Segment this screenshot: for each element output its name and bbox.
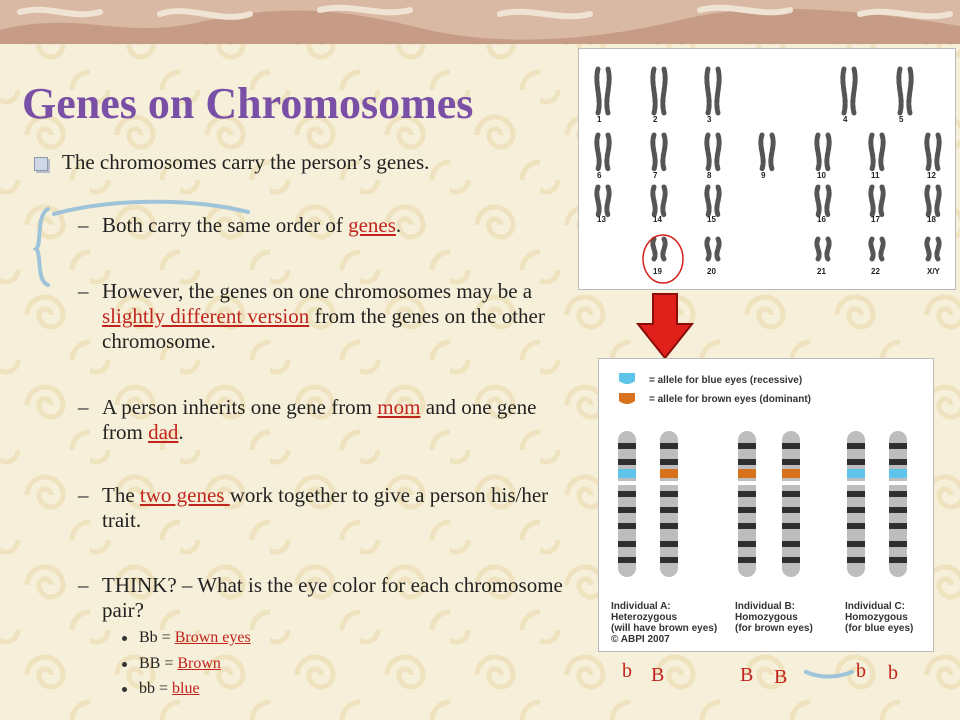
answer-2-pre: BB = bbox=[139, 655, 178, 672]
chromosome-shape bbox=[881, 135, 883, 169]
chromosome-shape bbox=[937, 135, 939, 169]
chromosome-shape bbox=[707, 187, 709, 215]
caption-line: (for brown eyes) bbox=[735, 623, 813, 634]
answer-item bbox=[122, 680, 200, 698]
chromosome-band bbox=[889, 557, 907, 563]
chromosome-band bbox=[618, 507, 636, 513]
karyotype-label: 12 bbox=[927, 171, 936, 180]
allele-band bbox=[660, 469, 678, 478]
karyotype-label: 22 bbox=[871, 267, 880, 276]
chromosome-shape bbox=[717, 69, 719, 113]
karyotype-label: 21 bbox=[817, 267, 826, 276]
chromosome-band bbox=[660, 491, 678, 497]
karyotype-image bbox=[578, 48, 956, 290]
centromere bbox=[781, 481, 801, 485]
karyotype-label: 6 bbox=[597, 171, 602, 180]
chromosome-shape bbox=[899, 69, 901, 113]
chromosome-band bbox=[847, 557, 865, 563]
karyotype-label: 17 bbox=[871, 215, 880, 224]
caption-line: Individual A: bbox=[611, 601, 671, 612]
chromosome-band bbox=[889, 541, 907, 547]
caption-line: Individual B: bbox=[735, 601, 795, 612]
connector-line-decoration bbox=[804, 668, 854, 680]
karyotype-label: 19 bbox=[653, 267, 662, 276]
sub-bullet-1 bbox=[78, 213, 578, 238]
page-title: Genes on Chromosomes bbox=[22, 79, 474, 128]
answer-2-value: Brown bbox=[177, 655, 221, 672]
karyotype-chromosomes bbox=[579, 49, 955, 289]
karyotype-label: 2 bbox=[653, 115, 658, 124]
chromosome-shape bbox=[871, 135, 873, 169]
chromosome-band bbox=[738, 541, 756, 547]
chromosome-shape bbox=[663, 135, 665, 169]
chromosome-shape bbox=[853, 69, 855, 113]
sub-bullet-3 bbox=[78, 395, 578, 445]
chromosome-shape bbox=[909, 69, 911, 113]
centromere bbox=[846, 481, 866, 485]
chromosome-body bbox=[847, 431, 865, 577]
bullet-dot-icon bbox=[122, 687, 127, 692]
chromosome-band bbox=[782, 523, 800, 529]
dash: – bbox=[78, 213, 89, 237]
chromosome-shape bbox=[881, 187, 883, 215]
allele-band bbox=[738, 469, 756, 478]
karyotype-label: 18 bbox=[927, 215, 936, 224]
chromosome-band bbox=[847, 523, 865, 529]
chromosome-body bbox=[660, 431, 678, 577]
karyotype-label: 5 bbox=[899, 115, 904, 124]
chromosome-body bbox=[889, 431, 907, 577]
chromosome-band bbox=[782, 557, 800, 563]
chromosome-shape bbox=[843, 69, 845, 113]
chromosome-band bbox=[847, 541, 865, 547]
allele-letter: B bbox=[740, 664, 754, 686]
sub-4-pre: The bbox=[102, 483, 140, 507]
chromosome-shape bbox=[597, 135, 599, 169]
chromosome-band bbox=[847, 491, 865, 497]
chromosome-shape bbox=[827, 239, 829, 259]
chromosome-band bbox=[660, 443, 678, 449]
caption-line: (for blue eyes) bbox=[845, 623, 914, 634]
bullet-icon bbox=[34, 157, 48, 171]
sub-3-underlined-mom: mom bbox=[377, 395, 421, 419]
chromosome-band bbox=[738, 523, 756, 529]
main-bullet bbox=[34, 150, 429, 175]
chromosome-shape bbox=[817, 239, 819, 259]
chromosome-band bbox=[660, 523, 678, 529]
karyotype-label: 20 bbox=[707, 267, 716, 276]
chromosome-band bbox=[889, 523, 907, 529]
chromosome-band bbox=[618, 459, 636, 465]
chromosome-band bbox=[660, 507, 678, 513]
bullet-dot-icon bbox=[122, 662, 127, 667]
legend-brown-text: = allele for brown eyes (dominant) bbox=[649, 394, 811, 405]
chromosome-shape bbox=[817, 135, 819, 169]
chromosome-shape bbox=[871, 187, 873, 215]
sub-bullet-4 bbox=[78, 483, 578, 533]
karyotype-label: 1 bbox=[597, 115, 602, 124]
individual-a-caption bbox=[611, 601, 717, 645]
chromosome-shape bbox=[607, 135, 609, 169]
chromosome-band bbox=[618, 443, 636, 449]
sub-bullet-5 bbox=[78, 573, 578, 623]
chromosome-body bbox=[782, 431, 800, 577]
chromosome-shape bbox=[827, 135, 829, 169]
sub-3-mid: and one gene from bbox=[102, 395, 537, 444]
karyotype-label: X/Y bbox=[927, 267, 940, 276]
allele-letter: b bbox=[888, 662, 898, 684]
copyright-text: © ABPI 2007 bbox=[611, 634, 670, 645]
chromosome-shape bbox=[707, 69, 709, 113]
chromosome-band bbox=[618, 491, 636, 497]
chromosome-shape bbox=[771, 135, 773, 169]
sub-3-post: . bbox=[178, 420, 184, 444]
answer-3-value: blue bbox=[172, 680, 200, 697]
chromosome-shape bbox=[927, 187, 929, 215]
allele-letter: b bbox=[622, 660, 632, 682]
chromosome-shape bbox=[607, 187, 609, 215]
chromosome-shape bbox=[653, 135, 655, 169]
chromosome-body bbox=[738, 431, 756, 577]
answer-1-pre: Bb = bbox=[139, 629, 175, 646]
allele-band bbox=[847, 469, 865, 478]
chromosome-shape bbox=[937, 187, 939, 215]
chromosome-band bbox=[847, 443, 865, 449]
legend-swatch bbox=[619, 373, 635, 384]
sub-2-post: from the genes on the other chromosome. bbox=[102, 304, 545, 353]
karyotype-label: 11 bbox=[871, 171, 880, 180]
dash: – bbox=[78, 279, 89, 303]
chromosome-shape bbox=[761, 135, 763, 169]
chromosome-band bbox=[889, 459, 907, 465]
karyotype-label: 7 bbox=[653, 171, 658, 180]
centromere bbox=[737, 481, 757, 485]
answer-item bbox=[122, 629, 251, 647]
chromosome-band bbox=[889, 507, 907, 513]
chromosome-shape bbox=[927, 135, 929, 169]
dash: – bbox=[78, 573, 89, 597]
chromosome-shape bbox=[871, 239, 873, 259]
bullet-dot-icon bbox=[122, 636, 127, 641]
caption-line: Homozygous bbox=[845, 612, 908, 623]
chromosome-shape bbox=[597, 69, 599, 113]
chromosome-shape bbox=[937, 239, 939, 259]
caption-line: Individual C: bbox=[845, 601, 905, 612]
allele-letter: B bbox=[774, 666, 788, 688]
karyotype-label: 14 bbox=[653, 215, 662, 224]
centromere bbox=[888, 481, 908, 485]
chromosome-band bbox=[738, 507, 756, 513]
legend-swatch bbox=[619, 393, 635, 404]
sub-5-text: THINK? – What is the eye color for each chromosome pair? bbox=[102, 573, 563, 622]
main-bullet-text: The chromosomes carry the person’s genes. bbox=[62, 150, 430, 174]
chromosome-shape bbox=[607, 69, 609, 113]
sub-1-underlined: genes bbox=[348, 213, 396, 237]
chromosome-band bbox=[618, 541, 636, 547]
sub-2-underlined: slightly different version bbox=[102, 304, 310, 328]
karyotype-label: 9 bbox=[761, 171, 766, 180]
caption-line: (will have brown eyes) bbox=[611, 623, 718, 634]
allele-letter: B bbox=[651, 664, 665, 686]
karyotype-label: 10 bbox=[817, 171, 826, 180]
chromosome-shape bbox=[653, 69, 655, 113]
chromosome-band bbox=[738, 491, 756, 497]
chromosome-band bbox=[782, 459, 800, 465]
sub-1-post: . bbox=[395, 213, 402, 237]
chromosome-band bbox=[618, 523, 636, 529]
chromosome-shape bbox=[881, 239, 883, 259]
chromosome-shape bbox=[927, 239, 929, 259]
allele-letter: b bbox=[856, 660, 866, 682]
dash: – bbox=[78, 483, 89, 507]
karyotype-label: 3 bbox=[707, 115, 712, 124]
allele-band bbox=[782, 469, 800, 478]
chromosome-band bbox=[847, 459, 865, 465]
caption-line: Homozygous bbox=[735, 612, 798, 623]
top-decorative-band bbox=[0, 0, 960, 44]
chromosome-shape bbox=[817, 187, 819, 215]
chromosome-band bbox=[738, 557, 756, 563]
bracket-decoration bbox=[30, 205, 54, 289]
chromosome-band bbox=[889, 491, 907, 497]
allele-band bbox=[889, 469, 907, 478]
chromosome-shape bbox=[653, 187, 655, 215]
chromosome-shape bbox=[707, 135, 709, 169]
karyotype-label: 4 bbox=[843, 115, 848, 124]
chromosome-shape bbox=[717, 135, 719, 169]
chromosome-shape bbox=[597, 187, 599, 215]
karyotype-label: 16 bbox=[817, 215, 826, 224]
karyotype-label: 13 bbox=[597, 215, 606, 224]
chromosome-shape bbox=[663, 187, 665, 215]
dash: – bbox=[78, 395, 89, 419]
caption-line: Heterozygous bbox=[611, 612, 678, 623]
centromere bbox=[659, 481, 679, 485]
chromosome-body bbox=[618, 431, 636, 577]
individual-b-caption bbox=[735, 601, 813, 634]
chromosome-shape bbox=[663, 69, 665, 113]
allele-band bbox=[618, 469, 636, 478]
chromosome-shape bbox=[707, 239, 709, 259]
chromosome-band bbox=[738, 459, 756, 465]
answer-1-value: Brown eyes bbox=[174, 629, 251, 646]
allele-diagram-image bbox=[598, 358, 934, 652]
chromosome-band bbox=[782, 541, 800, 547]
sub-1-pre: Both carry the same order of bbox=[102, 213, 349, 237]
karyotype-label: 15 bbox=[707, 215, 716, 224]
chromosome-shape bbox=[717, 239, 719, 259]
chromosome-shape bbox=[663, 239, 665, 259]
sub-2-pre: However, the genes on one chromosomes may be a bbox=[102, 279, 533, 303]
sub-4-post: work together to give a person his/her trait. bbox=[102, 483, 549, 532]
chromosome-band bbox=[660, 459, 678, 465]
sub-bullet-2 bbox=[78, 279, 578, 354]
individual-c-caption bbox=[845, 601, 913, 634]
down-arrow-icon bbox=[636, 292, 694, 360]
centromere bbox=[617, 481, 637, 485]
chromosome-shape bbox=[653, 239, 655, 259]
sub-4-underlined: two genes bbox=[139, 483, 230, 507]
karyotype-label: 8 bbox=[707, 171, 712, 180]
answer-3-pre: bb = bbox=[139, 680, 173, 697]
chromosome-shape bbox=[717, 187, 719, 215]
chromosome-band bbox=[660, 557, 678, 563]
legend-blue-text: = allele for blue eyes (recessive) bbox=[649, 375, 803, 386]
chromosome-band bbox=[660, 541, 678, 547]
chromosome-band bbox=[782, 507, 800, 513]
chromosome-band bbox=[618, 557, 636, 563]
chromosome-band bbox=[847, 507, 865, 513]
chromosome-band bbox=[889, 443, 907, 449]
sub-3-pre: A person inherits one gene from bbox=[102, 395, 378, 419]
chromosome-band bbox=[738, 443, 756, 449]
answer-item bbox=[122, 655, 221, 673]
chromosome-band bbox=[782, 491, 800, 497]
sub-3-underlined-dad: dad bbox=[148, 420, 179, 444]
chromosome-band bbox=[782, 443, 800, 449]
chromosome-shape bbox=[827, 187, 829, 215]
